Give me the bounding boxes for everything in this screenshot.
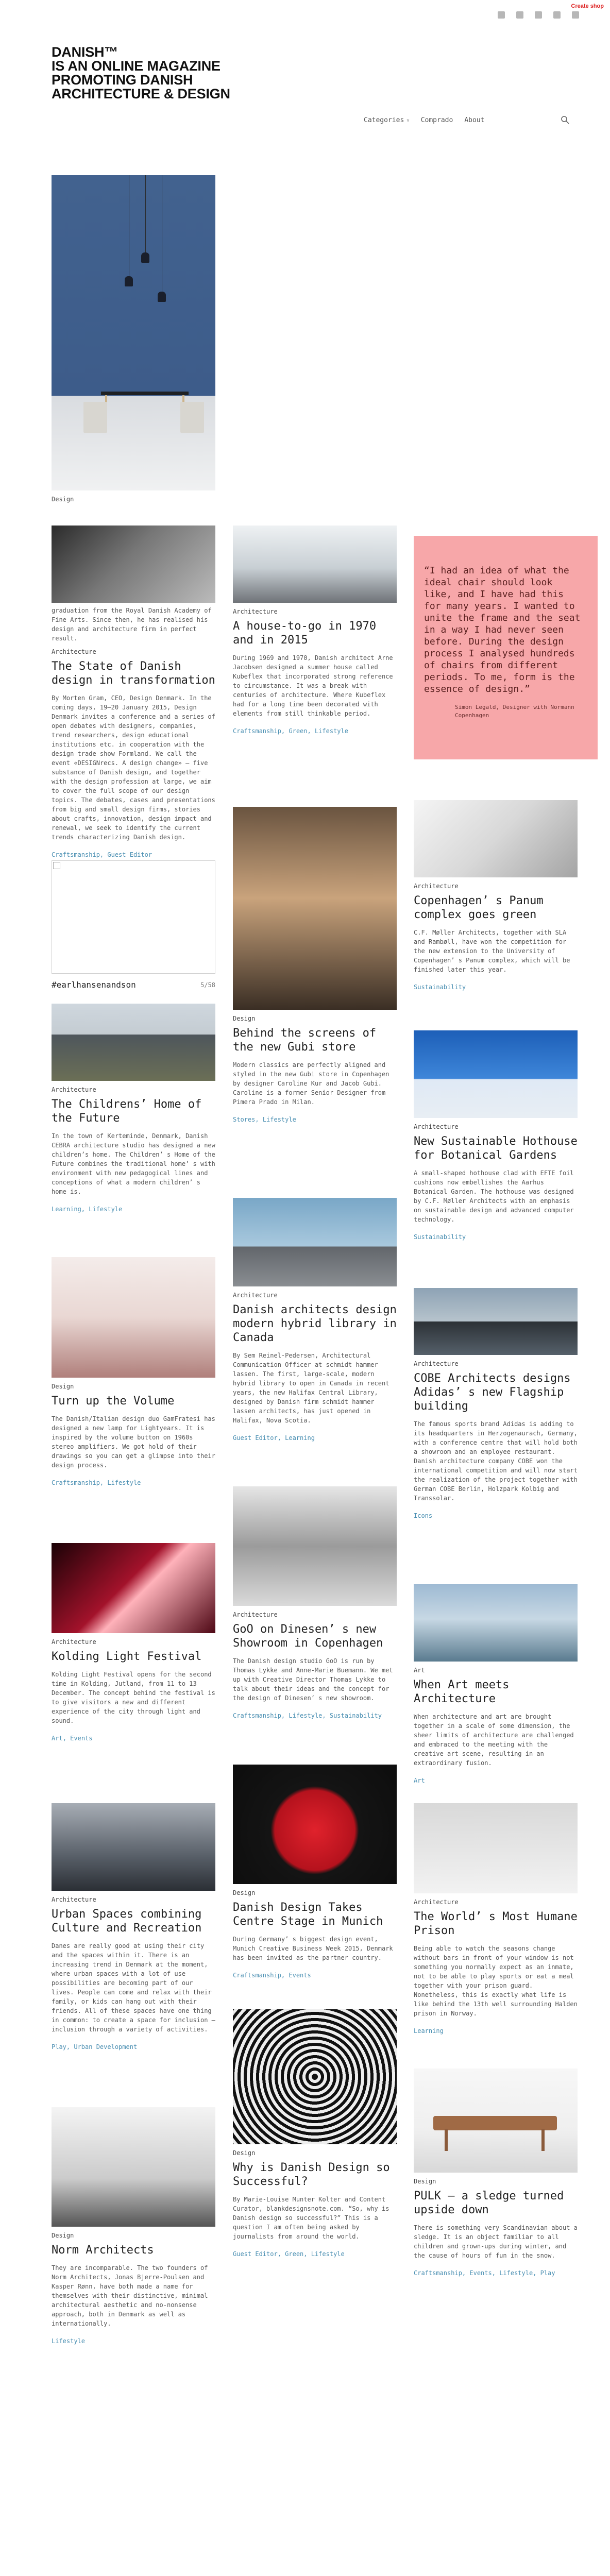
article-title[interactable]: PULK – a sledge turned upside down [414, 2190, 564, 2216]
article-excerpt: By Marie-Louise Munter Kolter and Content Curator, blankdesignsnote.com. “So, why is Danish design so successful?” This is a question I am often being asked by journalists from around the world. [233, 2196, 389, 2240]
article-title[interactable]: GoO on Dinesen’ s new Showroom in Copenhagen [233, 1623, 383, 1650]
article-image[interactable] [414, 1030, 578, 1118]
article-tags [52, 850, 215, 859]
lamp-cord [145, 175, 146, 252]
article-tags [414, 1232, 578, 1242]
table [101, 392, 189, 395]
article-tags [233, 1115, 397, 1124]
article-tags [233, 2249, 397, 2259]
article-image[interactable] [233, 1486, 397, 1606]
article-card[interactable] [414, 2069, 578, 2278]
article-card[interactable] [414, 1030, 578, 1242]
article-card[interactable] [414, 1288, 578, 1520]
article-title[interactable]: The World’ s Most Humane Prison [414, 1910, 578, 1937]
article-card[interactable] [233, 1486, 397, 1720]
logo-line: DANISH™ [52, 44, 118, 60]
article-category[interactable]: Architecture [233, 1611, 278, 1618]
tag-link[interactable]: , Lifestyle [281, 1712, 322, 1719]
rss-icon[interactable] [572, 11, 579, 19]
pinterest-icon[interactable] [553, 11, 561, 19]
article-image[interactable] [414, 1288, 578, 1355]
search-icon[interactable] [561, 115, 570, 125]
article-category[interactable]: Design [52, 1383, 74, 1390]
article-title[interactable]: Turn up the Volume [52, 1395, 175, 1408]
social-bar [498, 11, 579, 19]
article-card[interactable] [52, 2107, 215, 2346]
article-category[interactable]: Design [52, 2232, 74, 2239]
article-tags [52, 2042, 215, 2052]
article-image[interactable] [414, 1803, 578, 1893]
tag-link[interactable]: , Lifestyle [303, 2250, 344, 2258]
article-category[interactable]: Design [233, 1015, 256, 1022]
lamp-shade [158, 292, 166, 302]
article-image[interactable] [52, 1004, 215, 1081]
article-image-pendant-lamps[interactable] [52, 175, 215, 490]
article-excerpt: The Danish/Italian design duo GamFratesi has designed a new lamp for Lightyears. It is inspired by the volume button on 1960s stereo amplifiers. We got hold of their drawings so you can get a glimpse into their design process. [52, 1415, 215, 1469]
tag-link[interactable]: Craftsmanship [233, 727, 281, 735]
article-image[interactable] [52, 2107, 215, 2227]
tag-link[interactable]: Craftsmanship [52, 851, 100, 858]
sledge-leg [541, 2129, 545, 2151]
tag-link[interactable]: Guest Editor [233, 1434, 278, 1442]
tag-link[interactable]: , Guest Editor [100, 851, 152, 858]
tag-link[interactable]: , Lifestyle [100, 1479, 141, 1486]
article-excerpt: By Morten Gram, CEO, Design Denmark. In the coming days, 19–20 January 2015, Design Denmark invites a conference and a series of open debates with designers, companies, trend researchers, design educational institutions etc. in cooperation with the design trade show Formland. We call the event «DESIGNrecs. A design change» – five substance of Danish design, and together with the design profession at large, we aim to cover the full scope of our design topics. The debates, cases and presentations from big and small design firms, stories about crafts, innovation, design impact and renewal, we seek to identify the current trends characterizing Danish design. [52, 694, 215, 841]
article-tags [233, 726, 397, 736]
article-excerpt: They are incomparable. The two founders of Norm Architects, Jonas Bjerre-Poulsen and Kasper Rønn, have both made a name for themselves with their distinctive, minimal architectural aesthetic and no-nonsense approach, both in Denmark as well as internationally. [52, 2264, 208, 2327]
nav-item-about[interactable] [464, 116, 484, 124]
article-card[interactable] [52, 1803, 215, 2052]
twitter-icon[interactable] [535, 11, 542, 19]
article-image-sledge[interactable] [414, 2069, 578, 2173]
article-category[interactable]: Architecture [414, 1899, 459, 1906]
article-tags [414, 982, 578, 992]
article-card[interactable] [233, 2009, 397, 2259]
article-title[interactable]: Behind the screens of the new Gubi store [233, 1027, 377, 1054]
tag-link[interactable]: , Lifestyle [255, 1116, 296, 1123]
tag-link[interactable]: Guest Editor [233, 2250, 278, 2258]
article-excerpt: The famous sports brand Adidas is adding to its headquarters in Herzogenaurach, Germany, with a conference centre that will hold both a showroom and an employee restaurant. Danish architecture company COBE won the international competition and will now start the realization of the project together with German COBE Berlin, Holzpark Kolbig and Transsolar. [414, 1420, 578, 1502]
article-title[interactable]: When Art meets Architecture [414, 1679, 510, 1705]
article-excerpt: Modern classics are perfectly aligned and styled in the new Gubi store in Copenhagen by designer Caroline Kur and Jacob Gubi. Caroline is a former Senior Designer from Pimera Prado in Milan. [233, 1061, 389, 1106]
article-title[interactable]: Urban Spaces combining Culture and Recreation [52, 1908, 202, 1935]
tag-link[interactable]: , Lifestyle [492, 2269, 533, 2277]
article-excerpt: During Germany’ s biggest design event, Munich Creative Business Week 2015, Denmark has been invited as the partner country. [233, 1936, 393, 1961]
logo-line: PROMOTING DANISH [52, 72, 193, 88]
article-title[interactable]: Kolding Light Festival [52, 1650, 202, 1663]
article-image[interactable] [233, 1765, 397, 1884]
article-title[interactable]: The Childrens’ Home of the Future [52, 1098, 202, 1125]
lamp-shade [125, 276, 133, 286]
tag-link[interactable]: Craftsmanship [233, 1972, 281, 1979]
quote-text: “ I had an idea of what the ideal chair should look like, and I have had this for many years. I wanted to unite the frame and the seat in a way I had never seen before. During the design process I analysed hundreds of chairs from different periods. To me, form is the essence of design. ” [424, 565, 582, 695]
article-tags [414, 1776, 578, 1785]
sledge-leg [445, 2129, 448, 2151]
article-excerpt: Being able to watch the seasons change without bars in front of your window is not something you normally expect as an inmate, not to be able to play sports or eat a meal together with your prison guard. Nonetheless, this is exactly what life is like behind the 13th well surrounding Halden prison in Norway. [414, 1945, 578, 2017]
article-title[interactable]: A house-to-go in 1970 and in 2015 [233, 620, 377, 647]
article-card[interactable] [233, 807, 397, 1124]
article-category[interactable]: Architecture [233, 608, 278, 615]
article-category[interactable]: Design [414, 2178, 436, 2185]
article-tags [52, 1734, 215, 1743]
article-category[interactable]: Architecture [52, 1638, 96, 1646]
article-card[interactable] [52, 1257, 215, 1487]
nav-label: About [464, 116, 485, 124]
tag-link[interactable]: Learning [414, 2027, 444, 2035]
broken-image-icon [53, 862, 60, 869]
quote-author: Simon Legald, Designer with Normann Copenhagen [455, 704, 574, 719]
article-category[interactable]: Architecture [52, 1896, 96, 1903]
nav-item-categories[interactable] [364, 116, 410, 124]
article-excerpt: During 1969 and 1970, Danish architect Arne Jacobsen designed a summer house called Kubeflex that incorporated strong reference to circumstance. It was a break with centuries of architecture. Where Kubeflex had for a long time been decorated with elements from still thinkable period. [233, 654, 393, 717]
article-image[interactable] [233, 807, 397, 1010]
article-excerpt: Kolding Light Festival opens for the second time in Kolding, Jutland, from 11 to 13 December. The concept behind the festival is to give visitors a new and different experience of the city through light and sound. [52, 1671, 215, 1724]
sledge-seat [433, 2116, 557, 2130]
article-tags [52, 2336, 215, 2346]
article-tags [414, 2268, 578, 2278]
article-excerpt: By Sem Reinel-Pedersen, Architectural Communication Officer at schmidt hammer lassen. The first, large-scale, modern hybrid library to open in Canada in recent years, the new Halifax Central Library, designed by Danish firm schmidt hammer lassen architects, has just opened in Halifax, Nova Scotia. [233, 1352, 389, 1424]
instagram-image[interactable] [52, 860, 215, 974]
article-card-hero[interactable] [52, 175, 215, 503]
article-excerpt: The Danish design studio GoO is run by Thomas Lykke and Anne-Marie Buemann. We met up with Creative Director Thomas Lykke to talk about their ideas and the concept for the design of Dinesen’ s new showroom. [233, 1657, 393, 1702]
article-category[interactable]: Design [233, 2149, 256, 2157]
article-tags [233, 1433, 397, 1443]
article-category[interactable]: Architecture [52, 648, 96, 655]
article-tags [52, 1205, 215, 1214]
article-image[interactable] [52, 1543, 215, 1633]
article-image[interactable] [52, 526, 215, 603]
create-shop-link[interactable]: Create shop [571, 3, 604, 9]
article-title[interactable]: Danish architects design modern hybrid library in Canada [233, 1303, 397, 1344]
article-category[interactable]: Architecture [414, 883, 459, 890]
article-category[interactable]: Art [414, 1667, 425, 1674]
nav-label: Categories [364, 116, 404, 124]
logo-line: ARCHITECTURE & DESIGN [52, 86, 230, 101]
tag-link[interactable]: Sustainability [414, 1233, 466, 1241]
article-image[interactable] [52, 1257, 215, 1378]
article-title[interactable]: Copenhagen’ s Panum complex goes green [414, 894, 544, 921]
chair [180, 402, 204, 433]
tag-link[interactable]: , Urban Development [66, 2043, 137, 2050]
article-card[interactable] [52, 526, 215, 859]
main-nav [364, 116, 484, 124]
tag-link[interactable]: , Events [63, 1735, 93, 1742]
article-category[interactable]: Architecture [414, 1360, 459, 1367]
nav-label: Comprado [420, 116, 453, 124]
article-title[interactable]: Why is Danish Design so Successful? [233, 2161, 390, 2188]
article-tags [414, 1511, 578, 1520]
article-tags [414, 2026, 578, 2036]
lamp-shade [141, 252, 149, 263]
article-excerpt: In the town of Kerteminde, Denmark, Danish CEBRA architecture studio has designed a new children’s home. The Children’ s Home of the Future combines the traditional home’ s with environment with new pedagogical lines and conceptions of what a modern children’ s home is. [52, 1132, 215, 1195]
article-category[interactable]: Design [52, 496, 74, 503]
article-tags [233, 1711, 397, 1720]
article-card[interactable] [414, 800, 578, 992]
site-logo[interactable] [52, 45, 268, 101]
article-image[interactable] [414, 800, 578, 877]
article-title[interactable]: Danish Design Takes Centre Stage in Munich [233, 1901, 383, 1928]
article-card[interactable] [52, 1004, 215, 1214]
instagram-icon[interactable] [498, 11, 505, 19]
tag-link[interactable]: , Events [281, 1972, 311, 1979]
article-card[interactable] [233, 1198, 397, 1443]
tag-link[interactable]: Craftsmanship [52, 1479, 100, 1486]
tag-link[interactable]: Craftsmanship [414, 2269, 462, 2277]
article-excerpt: When architecture and art are brought together in a scale of some dimension, the sheer limits of architecture are challenged and embraced to the meeting with the creative art scene, resulting in an extraordinary fusion. [414, 1713, 574, 1767]
instagram-hashtag[interactable]: #earlhansenandson [52, 980, 136, 990]
tag-link[interactable]: , Green [281, 727, 308, 735]
article-excerpt: A small-shaped hothouse clad with EFTE foil cushions now embellishes the Aarhus Botanical Garden. The hothouse was designed by C.F. Møller Architects with an emphasis on sustainable design and advanced computer technology. [414, 1170, 574, 1223]
article-excerpt: There is something very Scandinavian about a sledge. It is an object familiar to all children and grown-ups during winter, and the cause of hours of fun in the snow. [414, 2224, 578, 2259]
article-image[interactable] [233, 526, 397, 603]
tag-link[interactable]: , Lifestyle [308, 727, 348, 735]
tag-link[interactable]: , Sustainability [322, 1712, 382, 1719]
article-card[interactable] [52, 1543, 215, 1743]
article-image[interactable] [233, 1198, 397, 1286]
tag-link[interactable]: , Green [278, 2250, 304, 2258]
tag-link[interactable]: Art [414, 1777, 425, 1784]
article-excerpt: Danes are really good at using their city and the spaces within it. There is an increasing trend in Denmark at the moment, where urban spaces with a lot of use possibilities are becoming part of our lives. People can come and relax with their family, or kids can hang out with their friends. All of these spaces have one thing in common: to create a space for inclusion – inclusion through a variety of activities. [52, 1942, 215, 2033]
tag-link[interactable]: Learning [52, 1206, 81, 1213]
chevron-down-icon: v [406, 117, 410, 123]
nav-item-comprado[interactable] [421, 116, 453, 124]
article-card[interactable] [414, 1803, 578, 2036]
article-excerpt: C.F. Møller Architects, together with SLA and Rambøll, have won the competition for the new extension to the University of Copenhagen’ s Panum complex, which will be finished later this year. [414, 929, 570, 973]
tag-link[interactable]: Stores [233, 1116, 256, 1123]
article-category[interactable]: Architecture [233, 1292, 278, 1299]
article-title[interactable]: The State of Danish design in transformation [52, 660, 215, 687]
article-image[interactable] [414, 1584, 578, 1662]
tag-link[interactable]: Lifestyle [52, 2337, 86, 2345]
article-title[interactable]: COBE Architects designs Adidas’ s new Flagship building [414, 1372, 571, 1413]
article-title[interactable]: Norm Architects [52, 2244, 154, 2257]
tag-link[interactable]: , Play [533, 2269, 555, 2277]
article-card[interactable] [233, 1765, 397, 1980]
chair [83, 402, 107, 433]
article-category[interactable]: Architecture [414, 1123, 459, 1130]
tag-link[interactable]: , Lifestyle [81, 1206, 122, 1213]
article-tags [52, 1478, 215, 1487]
logo-line: IS AN ONLINE MAGAZINE [52, 58, 221, 74]
tag-link[interactable]: Art [52, 1735, 63, 1742]
tag-link[interactable]: , Events [462, 2269, 492, 2277]
quote-block [414, 536, 598, 759]
instagram-caption [52, 980, 215, 990]
article-category[interactable]: Architecture [52, 1086, 96, 1093]
tag-link[interactable]: Craftsmanship [233, 1712, 281, 1719]
instagram-count: 5/58 [200, 981, 215, 989]
instagram-embed[interactable] [52, 860, 215, 990]
tag-link[interactable]: Icons [414, 1512, 433, 1519]
article-category[interactable]: Design [233, 1889, 256, 1896]
tag-link[interactable]: Sustainability [414, 984, 466, 991]
article-tags [233, 1971, 397, 1980]
article-overlay-text: graduation from the Royal Danish Academy of Fine Arts. Since then, he has realised his design and architecture firm in perfect result. [52, 607, 212, 642]
tag-link[interactable]: Play [52, 2043, 66, 2050]
article-card[interactable] [414, 1584, 578, 1785]
tag-link[interactable]: , Learning [278, 1434, 315, 1442]
facebook-icon[interactable] [516, 11, 523, 19]
article-image[interactable] [52, 1803, 215, 1891]
article-card[interactable] [233, 526, 397, 736]
article-image[interactable] [233, 2009, 397, 2144]
article-title[interactable]: New Sustainable Hothouse for Botanical Gardens [414, 1135, 578, 1162]
